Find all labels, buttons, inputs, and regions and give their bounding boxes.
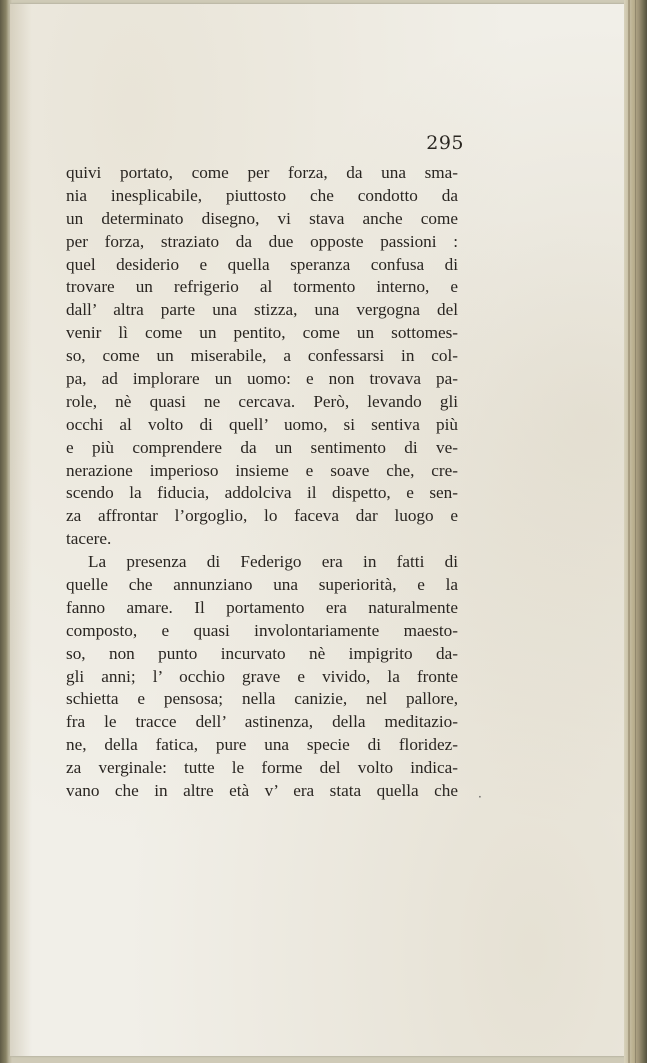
text-line: tacere.	[66, 529, 112, 549]
text-line: La presenza di Federigo era in fatti di	[88, 552, 458, 572]
text-line: un determinato disegno, vi stava anche come	[66, 208, 458, 228]
text-line: per forza, straziato da due opposte passioni :	[66, 231, 458, 251]
text-line: nia inesplicabile, piuttosto che condotto da	[66, 185, 458, 205]
body-text	[66, 162, 458, 803]
text-line: fanno amare. Il portamento era naturalmente	[66, 597, 458, 617]
page-edge-stack	[624, 0, 647, 1063]
text-line: ne, della fatica, pure una specie di floridez-	[66, 735, 458, 755]
text-line: pa, ad implorare un uomo: e non trovava pa-	[66, 369, 458, 389]
paragraph-1	[66, 162, 458, 551]
text-line: so, come un miserabile, a confessarsi in col-	[66, 346, 458, 366]
text-line: vano che in altre età v’ era stata quella che	[66, 781, 458, 801]
text-line: trovare un refrigerio al tormento interno, e	[66, 277, 458, 297]
text-line: e più comprendere da un sentimento di ve-	[66, 437, 458, 457]
text-line: so, non punto incurvato nè impigrito da-	[66, 643, 458, 663]
text-line: dall’ altra parte una stizza, una vergogna del	[66, 300, 458, 320]
text-line: quel desiderio e quella speranza confusa di	[66, 254, 458, 274]
text-line: fra le tracce dell’ astinenza, della meditazio-	[66, 712, 458, 732]
text-line: quelle che annunziano una superiorità, e la	[66, 575, 458, 595]
paragraph-2	[66, 551, 458, 803]
text-line: schietta e pensosa; nella canizie, nel pallore,	[66, 689, 458, 709]
page-number: 295	[426, 132, 464, 154]
text-line: venir lì come un pentito, come un sottomes-	[66, 323, 458, 343]
text-line: composto, e quasi involontariamente maesto-	[66, 620, 458, 640]
text-line: za affrontar l’orgoglio, lo faceva dar luogo e	[66, 506, 458, 526]
text-line: occhi al volto di quell’ uomo, si sentiva più	[66, 414, 458, 434]
text-line: nerazione imperioso insieme e soave che, cre-	[66, 460, 458, 480]
text-line: gli anni; l’ occhio grave e vivido, la fronte	[66, 666, 458, 686]
text-line: quivi portato, come per forza, da una sma-	[66, 163, 458, 182]
text-line: za verginale: tutte le forme del volto indica-	[66, 758, 458, 778]
text-line: scendo la fiducia, addolciva il dispetto, e sen-	[66, 483, 458, 503]
text-line: role, nè quasi ne cercava. Però, levando gli	[66, 391, 458, 411]
stray-ink-mark: ·	[478, 790, 482, 804]
